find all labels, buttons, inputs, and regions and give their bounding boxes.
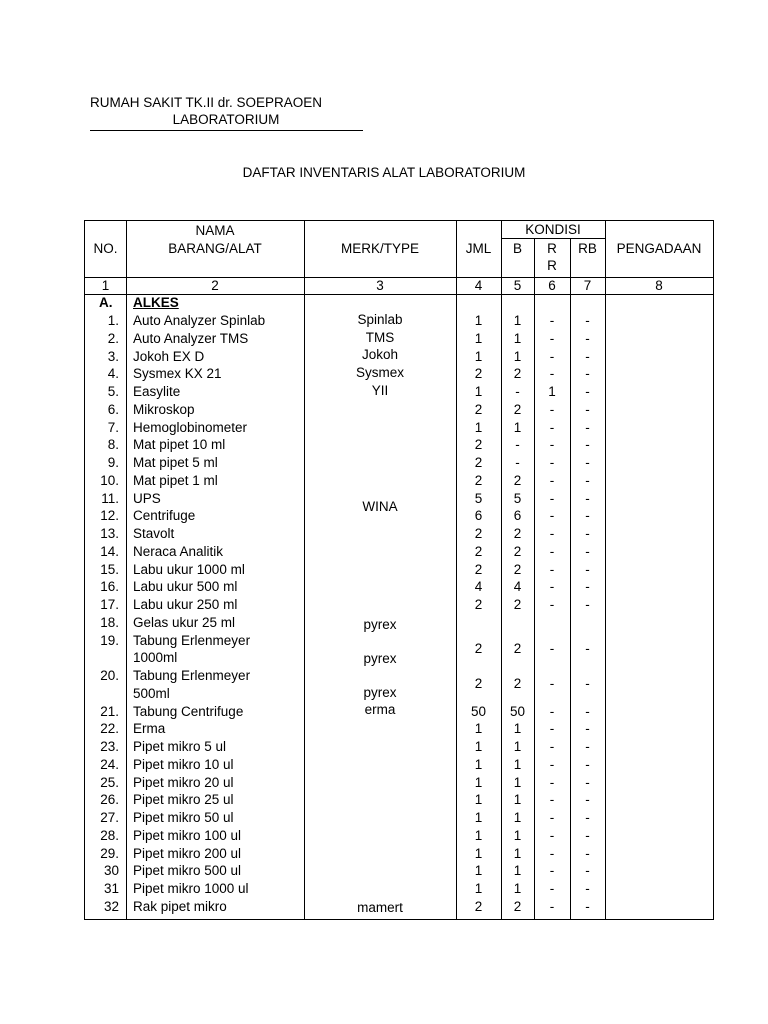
column-number-line bbox=[85, 294, 713, 295]
condition-heavy-damage: - bbox=[585, 348, 590, 364]
merk-value: WINA bbox=[362, 499, 398, 514]
quantity: 50 bbox=[470, 703, 487, 719]
item-name: Auto Analyzer Spinlab bbox=[133, 313, 266, 328]
inventory-table bbox=[84, 220, 714, 920]
condition-good: 2 bbox=[513, 898, 522, 914]
condition-light-damage: - bbox=[549, 419, 555, 435]
row-number: 15. bbox=[100, 561, 119, 577]
row-number: 18. bbox=[100, 614, 119, 630]
condition-heavy-damage: - bbox=[585, 756, 590, 772]
condition-heavy-damage: - bbox=[585, 881, 590, 896]
condition-heavy-damage: - bbox=[585, 366, 590, 382]
condition-good: - bbox=[515, 384, 520, 399]
merk-value: Sysmex bbox=[355, 365, 404, 380]
item-name: Tabung Erlenmeyer bbox=[133, 632, 251, 648]
condition-good: 1 bbox=[513, 721, 522, 737]
row-number: 24. bbox=[100, 756, 119, 772]
header-merk-type: MERK/TYPE bbox=[340, 241, 419, 256]
item-name: Pipet mikro 25 ul bbox=[133, 792, 234, 808]
item-name: Mat pipet 10 ml bbox=[133, 437, 226, 453]
quantity: 6 bbox=[474, 508, 483, 524]
column-number: 8 bbox=[655, 278, 663, 293]
item-name: Auto Analyzer TMS bbox=[133, 330, 249, 346]
item-name: Tabung Centrifuge bbox=[133, 703, 244, 719]
condition-good: 1 bbox=[513, 313, 522, 328]
row-number: 21. bbox=[100, 703, 119, 719]
condition-good: 1 bbox=[513, 881, 522, 896]
condition-heavy-damage: - bbox=[585, 863, 590, 879]
header-b: B bbox=[512, 241, 522, 256]
row-number: 22. bbox=[100, 721, 119, 737]
row-number: 20. bbox=[100, 668, 119, 683]
merk-value: Spinlab bbox=[357, 312, 403, 327]
condition-good: 2 bbox=[513, 472, 522, 488]
condition-good: 4 bbox=[513, 579, 522, 595]
condition-light-damage: - bbox=[549, 366, 555, 382]
condition-good: 2 bbox=[513, 543, 522, 559]
item-name: Labu ukur 250 ml bbox=[133, 597, 238, 612]
condition-good: 1 bbox=[513, 827, 522, 843]
item-name: Tabung Erlenmeyer bbox=[133, 668, 251, 683]
condition-heavy-damage: - bbox=[585, 597, 590, 612]
condition-light-damage: - bbox=[549, 863, 555, 879]
quantity: 1 bbox=[474, 881, 483, 896]
condition-heavy-damage: - bbox=[585, 827, 590, 843]
quantity: 2 bbox=[474, 437, 483, 453]
department-name: LABORATORIUM bbox=[172, 112, 280, 127]
row-number: 14. bbox=[100, 543, 119, 559]
condition-heavy-damage: - bbox=[585, 455, 590, 470]
item-name: Labu ukur 1000 ml bbox=[133, 561, 245, 577]
condition-good: - bbox=[515, 437, 520, 453]
condition-heavy-damage: - bbox=[585, 579, 590, 595]
condition-light-damage: - bbox=[549, 739, 555, 754]
condition-heavy-damage: - bbox=[585, 419, 590, 435]
column-number: 4 bbox=[474, 278, 483, 293]
condition-light-damage: - bbox=[549, 845, 555, 861]
condition-heavy-damage: - bbox=[585, 437, 590, 453]
condition-good: 1 bbox=[513, 845, 522, 861]
condition-good: 2 bbox=[513, 676, 522, 691]
condition-heavy-damage: - bbox=[585, 401, 590, 417]
condition-good: 2 bbox=[513, 401, 522, 417]
condition-heavy-damage: - bbox=[585, 543, 590, 559]
condition-good: 2 bbox=[513, 526, 522, 541]
item-name: Pipet mikro 10 ul bbox=[133, 756, 234, 772]
column-number: 5 bbox=[513, 278, 522, 293]
condition-good: 2 bbox=[513, 366, 522, 382]
column-number: 3 bbox=[376, 278, 384, 293]
item-name: Neraca Analitik bbox=[133, 543, 224, 559]
condition-heavy-damage: - bbox=[585, 508, 590, 524]
quantity: 1 bbox=[474, 827, 483, 843]
row-number: 17. bbox=[100, 597, 119, 612]
item-name: Pipet mikro 100 ul bbox=[133, 827, 242, 843]
condition-heavy-damage: - bbox=[585, 703, 590, 719]
condition-light-damage: - bbox=[549, 472, 555, 488]
item-name: 500ml bbox=[133, 685, 170, 701]
condition-light-damage: 1 bbox=[548, 384, 556, 399]
quantity: 2 bbox=[474, 676, 483, 691]
header-pengadaan: PENGADAAN bbox=[616, 241, 702, 256]
condition-good: 1 bbox=[513, 330, 522, 346]
condition-good: 5 bbox=[513, 490, 522, 506]
quantity: 1 bbox=[474, 384, 483, 399]
row-number: 12. bbox=[100, 508, 119, 524]
condition-light-damage: - bbox=[549, 348, 555, 364]
condition-light-damage: - bbox=[549, 676, 555, 691]
item-name: Mikroskop bbox=[133, 401, 195, 417]
condition-light-damage: - bbox=[549, 774, 555, 790]
quantity: 1 bbox=[474, 774, 483, 790]
condition-heavy-damage: - bbox=[585, 898, 590, 914]
quantity: 5 bbox=[474, 490, 483, 506]
item-name: Jokoh EX D bbox=[133, 348, 205, 364]
condition-light-damage: - bbox=[549, 490, 555, 506]
condition-light-damage: - bbox=[549, 810, 555, 825]
condition-heavy-damage: - bbox=[585, 330, 590, 346]
row-number: 4. bbox=[107, 366, 119, 382]
item-name: Pipet mikro 1000 ul bbox=[133, 881, 249, 896]
condition-light-damage: - bbox=[549, 721, 555, 737]
row-number: 30 bbox=[103, 863, 119, 879]
row-number: 28. bbox=[100, 827, 119, 843]
quantity: 1 bbox=[474, 845, 483, 861]
condition-good: 2 bbox=[513, 640, 522, 656]
condition-good: 1 bbox=[513, 863, 522, 879]
col-divider bbox=[126, 221, 127, 919]
column-number: 1 bbox=[101, 278, 110, 293]
row-number: 11. bbox=[101, 490, 119, 506]
condition-heavy-damage: - bbox=[585, 676, 590, 691]
header-rr-line1: R bbox=[547, 241, 557, 256]
condition-good: 1 bbox=[513, 774, 522, 790]
column-number: 6 bbox=[548, 278, 556, 293]
quantity: 1 bbox=[474, 810, 483, 825]
condition-good: 2 bbox=[513, 597, 522, 612]
item-name: Erma bbox=[133, 721, 166, 737]
item-name: Pipet mikro 200 ul bbox=[133, 845, 242, 861]
merk-value: pyrex bbox=[363, 651, 397, 666]
row-number: 10. bbox=[100, 472, 119, 488]
header-underline bbox=[90, 130, 363, 131]
item-name: Centrifuge bbox=[133, 508, 196, 524]
quantity: 1 bbox=[474, 313, 483, 328]
condition-good: 1 bbox=[513, 756, 522, 772]
quantity: 1 bbox=[474, 739, 483, 754]
condition-heavy-damage: - bbox=[585, 640, 590, 656]
quantity: 1 bbox=[474, 721, 483, 737]
condition-light-damage: - bbox=[549, 401, 555, 417]
item-name: Hemoglobinometer bbox=[133, 419, 248, 435]
item-name: Pipet mikro 5 ul bbox=[133, 739, 227, 754]
quantity: 1 bbox=[474, 756, 483, 772]
quantity: 4 bbox=[474, 579, 483, 595]
condition-heavy-damage: - bbox=[585, 739, 590, 754]
condition-light-damage: - bbox=[549, 561, 555, 577]
row-number: 31 bbox=[103, 881, 119, 896]
condition-light-damage: - bbox=[549, 508, 555, 524]
condition-light-damage: - bbox=[549, 455, 555, 470]
condition-light-damage: - bbox=[549, 579, 555, 595]
header-kondisi: KONDISI bbox=[525, 222, 581, 237]
quantity: 2 bbox=[474, 561, 483, 577]
quantity: 1 bbox=[474, 419, 483, 435]
condition-good: 1 bbox=[513, 810, 522, 825]
row-number: 25. bbox=[100, 774, 119, 790]
merk-value: mamert bbox=[357, 900, 403, 915]
item-name: Mat pipet 5 ml bbox=[133, 455, 218, 470]
condition-heavy-damage: - bbox=[585, 313, 590, 328]
item-name: Easylite bbox=[133, 384, 181, 399]
row-number: 32 bbox=[103, 898, 119, 914]
item-name: Labu ukur 500 ml bbox=[133, 579, 238, 595]
quantity: 2 bbox=[474, 898, 483, 914]
quantity: 1 bbox=[474, 792, 483, 808]
condition-light-damage: - bbox=[549, 526, 555, 541]
row-number: 7. bbox=[107, 419, 119, 435]
item-name: Pipet mikro 20 ul bbox=[133, 774, 234, 790]
condition-light-damage: - bbox=[549, 703, 555, 719]
document-title: DAFTAR INVENTARIS ALAT LABORATORIUM bbox=[242, 165, 526, 180]
condition-light-damage: - bbox=[549, 543, 555, 559]
condition-heavy-damage: - bbox=[585, 845, 590, 861]
item-name: Gelas ukur 25 ml bbox=[133, 614, 236, 630]
header-no: NO. bbox=[93, 241, 118, 256]
quantity: 1 bbox=[474, 330, 483, 346]
condition-good: 50 bbox=[509, 703, 526, 719]
row-number: 26. bbox=[100, 792, 119, 808]
row-number: 2. bbox=[107, 330, 119, 346]
row-number: 23. bbox=[100, 739, 119, 754]
row-number: 29. bbox=[100, 845, 119, 861]
column-number: 2 bbox=[211, 278, 219, 293]
row-number: 5. bbox=[107, 384, 119, 399]
quantity: 2 bbox=[474, 455, 483, 470]
row-number: 3. bbox=[107, 348, 119, 364]
condition-heavy-damage: - bbox=[585, 792, 590, 808]
condition-good: 1 bbox=[513, 739, 522, 754]
condition-heavy-damage: - bbox=[585, 384, 590, 399]
kondisi-divider bbox=[501, 238, 605, 239]
item-name: Mat pipet 1 ml bbox=[133, 472, 218, 488]
condition-heavy-damage: - bbox=[585, 721, 590, 737]
condition-heavy-damage: - bbox=[585, 561, 590, 577]
item-name: Stavolt bbox=[133, 526, 175, 541]
condition-light-damage: - bbox=[549, 597, 555, 612]
section-number: A. bbox=[99, 295, 113, 310]
row-number: 19. bbox=[100, 632, 119, 648]
header-barang-alat: BARANG/ALAT bbox=[168, 241, 262, 256]
condition-light-damage: - bbox=[549, 640, 555, 656]
header-rr-line2: R bbox=[547, 258, 557, 273]
quantity: 2 bbox=[474, 526, 483, 541]
row-number: 9. bbox=[107, 455, 119, 470]
row-number: 1. bbox=[107, 313, 119, 328]
condition-good: 1 bbox=[513, 792, 522, 808]
condition-heavy-damage: - bbox=[585, 490, 590, 506]
condition-good: 6 bbox=[513, 508, 522, 524]
condition-light-damage: - bbox=[549, 330, 555, 346]
section-name: ALKES bbox=[133, 295, 179, 310]
condition-light-damage: - bbox=[549, 898, 555, 914]
condition-light-damage: - bbox=[549, 313, 555, 328]
merk-value: erma bbox=[364, 702, 396, 717]
hospital-name: RUMAH SAKIT TK.II dr. SOEPRAOEN bbox=[90, 95, 323, 110]
item-name: Sysmex KX 21 bbox=[133, 366, 222, 382]
item-name: 1000ml bbox=[133, 650, 178, 666]
item-name: Rak pipet mikro bbox=[133, 898, 227, 914]
item-name: Pipet mikro 500 ul bbox=[133, 863, 242, 879]
quantity: 1 bbox=[474, 348, 483, 364]
condition-good: 1 bbox=[513, 419, 522, 435]
merk-value: pyrex bbox=[363, 685, 397, 700]
merk-value: Jokoh bbox=[361, 347, 399, 362]
condition-heavy-damage: - bbox=[585, 526, 590, 541]
condition-light-damage: - bbox=[549, 756, 555, 772]
row-number: 13. bbox=[100, 526, 119, 541]
header-rb: RB bbox=[578, 241, 597, 256]
header-nama: NAMA bbox=[195, 223, 235, 238]
item-name: UPS bbox=[133, 490, 161, 506]
condition-good: 2 bbox=[513, 561, 522, 577]
quantity: 2 bbox=[474, 640, 483, 656]
condition-light-damage: - bbox=[549, 437, 555, 453]
condition-heavy-damage: - bbox=[585, 774, 590, 790]
condition-heavy-damage: - bbox=[585, 810, 590, 825]
row-number: 27. bbox=[100, 810, 119, 825]
row-number: 16. bbox=[100, 579, 119, 595]
condition-light-damage: - bbox=[549, 792, 555, 808]
condition-light-damage: - bbox=[549, 827, 555, 843]
row-number: 8. bbox=[107, 437, 119, 453]
quantity: 2 bbox=[474, 472, 483, 488]
quantity: 2 bbox=[474, 597, 483, 612]
condition-good: 1 bbox=[513, 348, 522, 364]
condition-heavy-damage: - bbox=[585, 472, 590, 488]
merk-value: YII bbox=[371, 383, 389, 398]
header-jml: JML bbox=[465, 241, 492, 256]
row-number: 6. bbox=[107, 401, 119, 417]
column-number: 7 bbox=[583, 278, 592, 293]
quantity: 2 bbox=[474, 401, 483, 417]
merk-value: pyrex bbox=[363, 617, 397, 632]
condition-good: - bbox=[515, 455, 520, 470]
quantity: 2 bbox=[474, 543, 483, 559]
quantity: 1 bbox=[474, 863, 483, 879]
item-name: Pipet mikro 50 ul bbox=[133, 810, 234, 825]
col-divider bbox=[605, 221, 606, 919]
merk-value: TMS bbox=[365, 330, 395, 345]
condition-light-damage: - bbox=[549, 881, 555, 896]
quantity: 2 bbox=[474, 366, 483, 382]
